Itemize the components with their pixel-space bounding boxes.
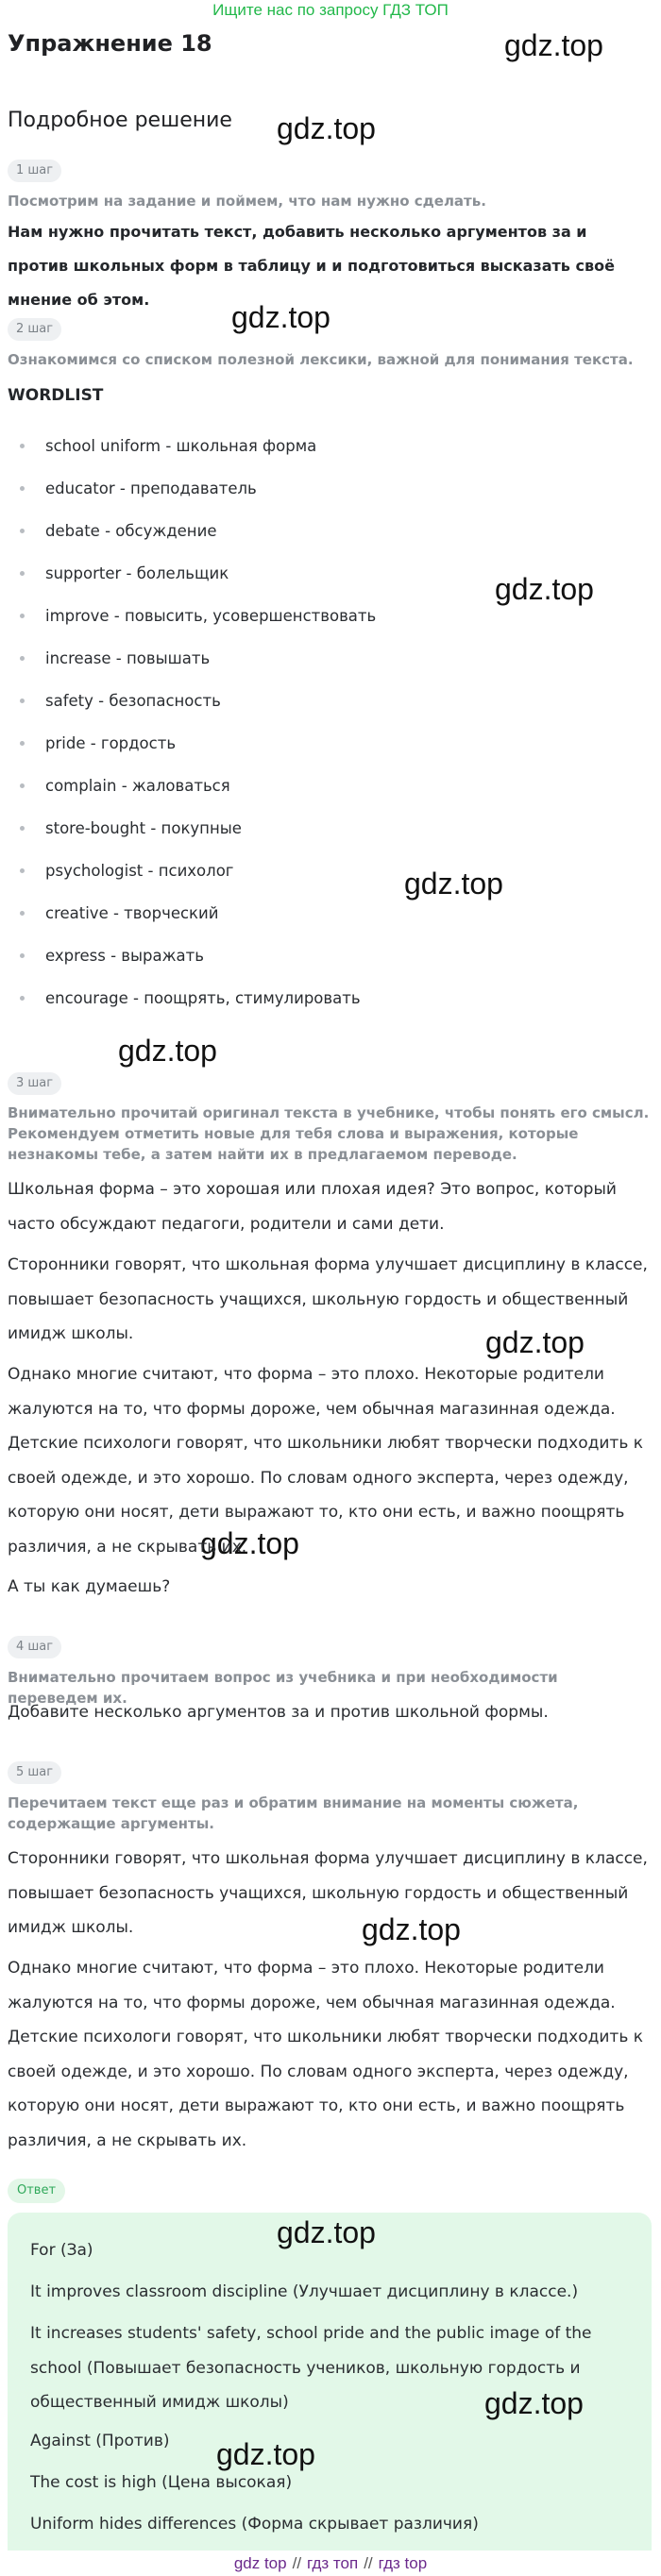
answer-against-title: Against (Против) — [30, 2432, 170, 2450]
bullet-icon — [20, 614, 25, 618]
word-entry: express - выражать — [45, 947, 204, 965]
bullet-icon — [20, 656, 25, 661]
answer-box — [8, 2213, 652, 2552]
list-item — [0, 977, 661, 1019]
footer-separator: // — [364, 2554, 373, 2572]
bullet-icon — [20, 571, 25, 576]
watermark: gdz.top — [495, 572, 594, 606]
answer-against-item: The cost is high (Цена высокая) — [30, 2473, 293, 2492]
watermark: gdz.top — [485, 1325, 585, 1359]
exercise-title: Упражнение 18 — [8, 30, 212, 57]
footer — [0, 2551, 661, 2576]
watermark: gdz.top — [216, 2437, 315, 2471]
list-item — [0, 425, 661, 467]
watermark: gdz.top — [118, 1034, 217, 1068]
text-paragraph: А ты как думаешь? — [8, 1577, 171, 1596]
step-badge: 2 шаг — [8, 318, 61, 341]
bullet-icon — [20, 699, 25, 703]
list-item — [0, 552, 661, 595]
watermark: gdz.top — [200, 1526, 299, 1560]
text-paragraph: Сторонники говорят, что школьная форма улучшает дисциплину в классе, повышает безопасность учащихся, школьную гордость и общественный имидж школы. — [8, 1849, 648, 1937]
watermark: gdz.top — [277, 111, 376, 145]
bullet-icon — [20, 529, 25, 533]
list-item — [0, 892, 661, 934]
wordlist-title: WORDLIST — [8, 386, 104, 405]
top-banner — [0, 0, 661, 23]
word-entry: educator - преподаватель — [45, 480, 257, 497]
list-item — [0, 595, 661, 637]
step-badge: 1 шаг — [8, 160, 61, 182]
list-item — [0, 934, 661, 977]
text-paragraph: Сторонники говорят, что школьная форма улучшает дисциплину в классе, повышает безопасность учащихся, школьную гордость и общественный имидж школы. — [8, 1255, 648, 1343]
wordlist — [0, 425, 661, 1019]
text-paragraph: Однако многие считают, что форма – это плохо. Некоторые родители жалуются на то, что формы дороже, чем обычная магазинная одежда. Детские психологи говорят, что школьники любят творчески подходить к своей одежде, и это хорошо. По словам одного эксперта, через одежду, которую они носят, дети выражают то, кто они есть, и важно поощрять различия, а не скрывать их. — [8, 1365, 644, 1557]
answer-against-item: Uniform hides differences (Форма скрывает различия) — [30, 2515, 479, 2534]
word-entry: debate - обсуждение — [45, 522, 217, 540]
bullet-icon — [20, 486, 25, 491]
step-hint: Ознакомимся со списком полезной лексики, важной для понимания текста. — [8, 351, 634, 368]
bullet-icon — [20, 741, 25, 746]
answer-for-item: It improves classroom discipline (Улучшает дисциплину в классе.) — [30, 2282, 579, 2301]
answer-badge: Ответ — [8, 2179, 65, 2203]
list-item — [0, 637, 661, 680]
text-paragraph: Однако многие считают, что форма – это плохо. Некоторые родители жалуются на то, что формы дороже, чем обычная магазинная одежда. Детские психологи говорят, что школьники любят творчески подходить к своей одежде, и это хорошо. По словам одного эксперта, через одежду, которую они носят, дети выражают то, кто они есть, и важно поощрять различия, а не скрывать их. — [8, 1959, 644, 2150]
step-hint: Внимательно прочитаем вопрос из учебника и при необходимости переведем их. — [8, 1669, 558, 1707]
word-entry: creative - творческий — [45, 904, 219, 922]
word-entry: increase - повышать — [45, 649, 211, 667]
text-paragraph: Школьная форма – это хорошая или плохая идея? Это вопрос, который часто обсуждают педагоги, родители и сами дети. — [8, 1180, 617, 1234]
word-entry: encourage - поощрять, стимулировать — [45, 989, 361, 1007]
watermark: gdz.top — [504, 28, 603, 62]
task-description: Нам нужно прочитать текст, добавить несколько аргументов за и против школьных форм в таблицу и и подготовиться высказать своё мнение об этом. — [8, 223, 615, 309]
solution-title: Подробное решение — [8, 109, 232, 132]
word-entry: psychologist - психолог — [45, 862, 234, 880]
bullet-icon — [20, 911, 25, 916]
bullet-icon — [20, 826, 25, 831]
list-item — [0, 680, 661, 722]
word-entry: safety - безопасность — [45, 692, 221, 710]
bullet-icon — [20, 783, 25, 788]
watermark: gdz.top — [484, 2386, 584, 2420]
step-badge: 5 шаг — [8, 1761, 61, 1784]
list-item — [0, 850, 661, 892]
footer-separator: // — [292, 2554, 302, 2572]
word-entry: improve - повысить, усовершенствовать — [45, 607, 377, 625]
bullet-icon — [20, 996, 25, 1001]
bullet-icon — [20, 868, 25, 873]
list-item — [0, 765, 661, 807]
watermark: gdz.top — [277, 2215, 376, 2249]
footer-link[interactable]: гдз топ — [307, 2554, 359, 2572]
word-entry: supporter - болельщик — [45, 564, 229, 582]
watermark: gdz.top — [362, 1912, 461, 1946]
watermark: gdz.top — [404, 867, 503, 901]
step-badge: 3 шаг — [8, 1072, 61, 1095]
bullet-icon — [20, 953, 25, 958]
word-entry: pride - гордость — [45, 734, 177, 752]
watermark: gdz.top — [231, 300, 330, 334]
list-item — [0, 510, 661, 552]
answer-for-title: For (За) — [30, 2241, 93, 2260]
text-paragraph: Добавите несколько аргументов за и против школьной формы. — [8, 1703, 549, 1722]
step-hint: Перечитаем текст еще раз и обратим внимание на моменты сюжета, содержащие аргументы. — [8, 1794, 579, 1832]
footer-link[interactable]: гдз top — [378, 2554, 428, 2572]
list-item — [0, 467, 661, 510]
list-item — [0, 722, 661, 765]
bullet-icon — [20, 444, 25, 448]
step-hint: Посмотрим на задание и поймем, что нам нужно сделать. — [8, 193, 486, 210]
step-badge: 4 шаг — [8, 1636, 61, 1658]
list-item — [0, 807, 661, 850]
footer-link[interactable]: gdz top — [233, 2554, 287, 2572]
step-hint: Внимательно прочитай оригинал текста в учебнике, чтобы понять его смысл. Рекомендуем отметить новые для тебя слова и выражения, которые незнакомы тебе, а затем найти их в предлагаемом переводе. — [8, 1104, 650, 1163]
answer-for-item: It increases students' safety, school pride and the public image of the school (Повышает безопасность учеников, школьную гордость и общественный имидж школы) — [30, 2324, 592, 2412]
word-entry: store-bought - покупные — [45, 819, 242, 837]
banner-link[interactable]: Ищите нас по запросу ГДЗ ТОП — [212, 1, 449, 19]
word-entry: school uniform - школьная форма — [45, 437, 317, 455]
word-entry: complain - жаловаться — [45, 777, 230, 795]
